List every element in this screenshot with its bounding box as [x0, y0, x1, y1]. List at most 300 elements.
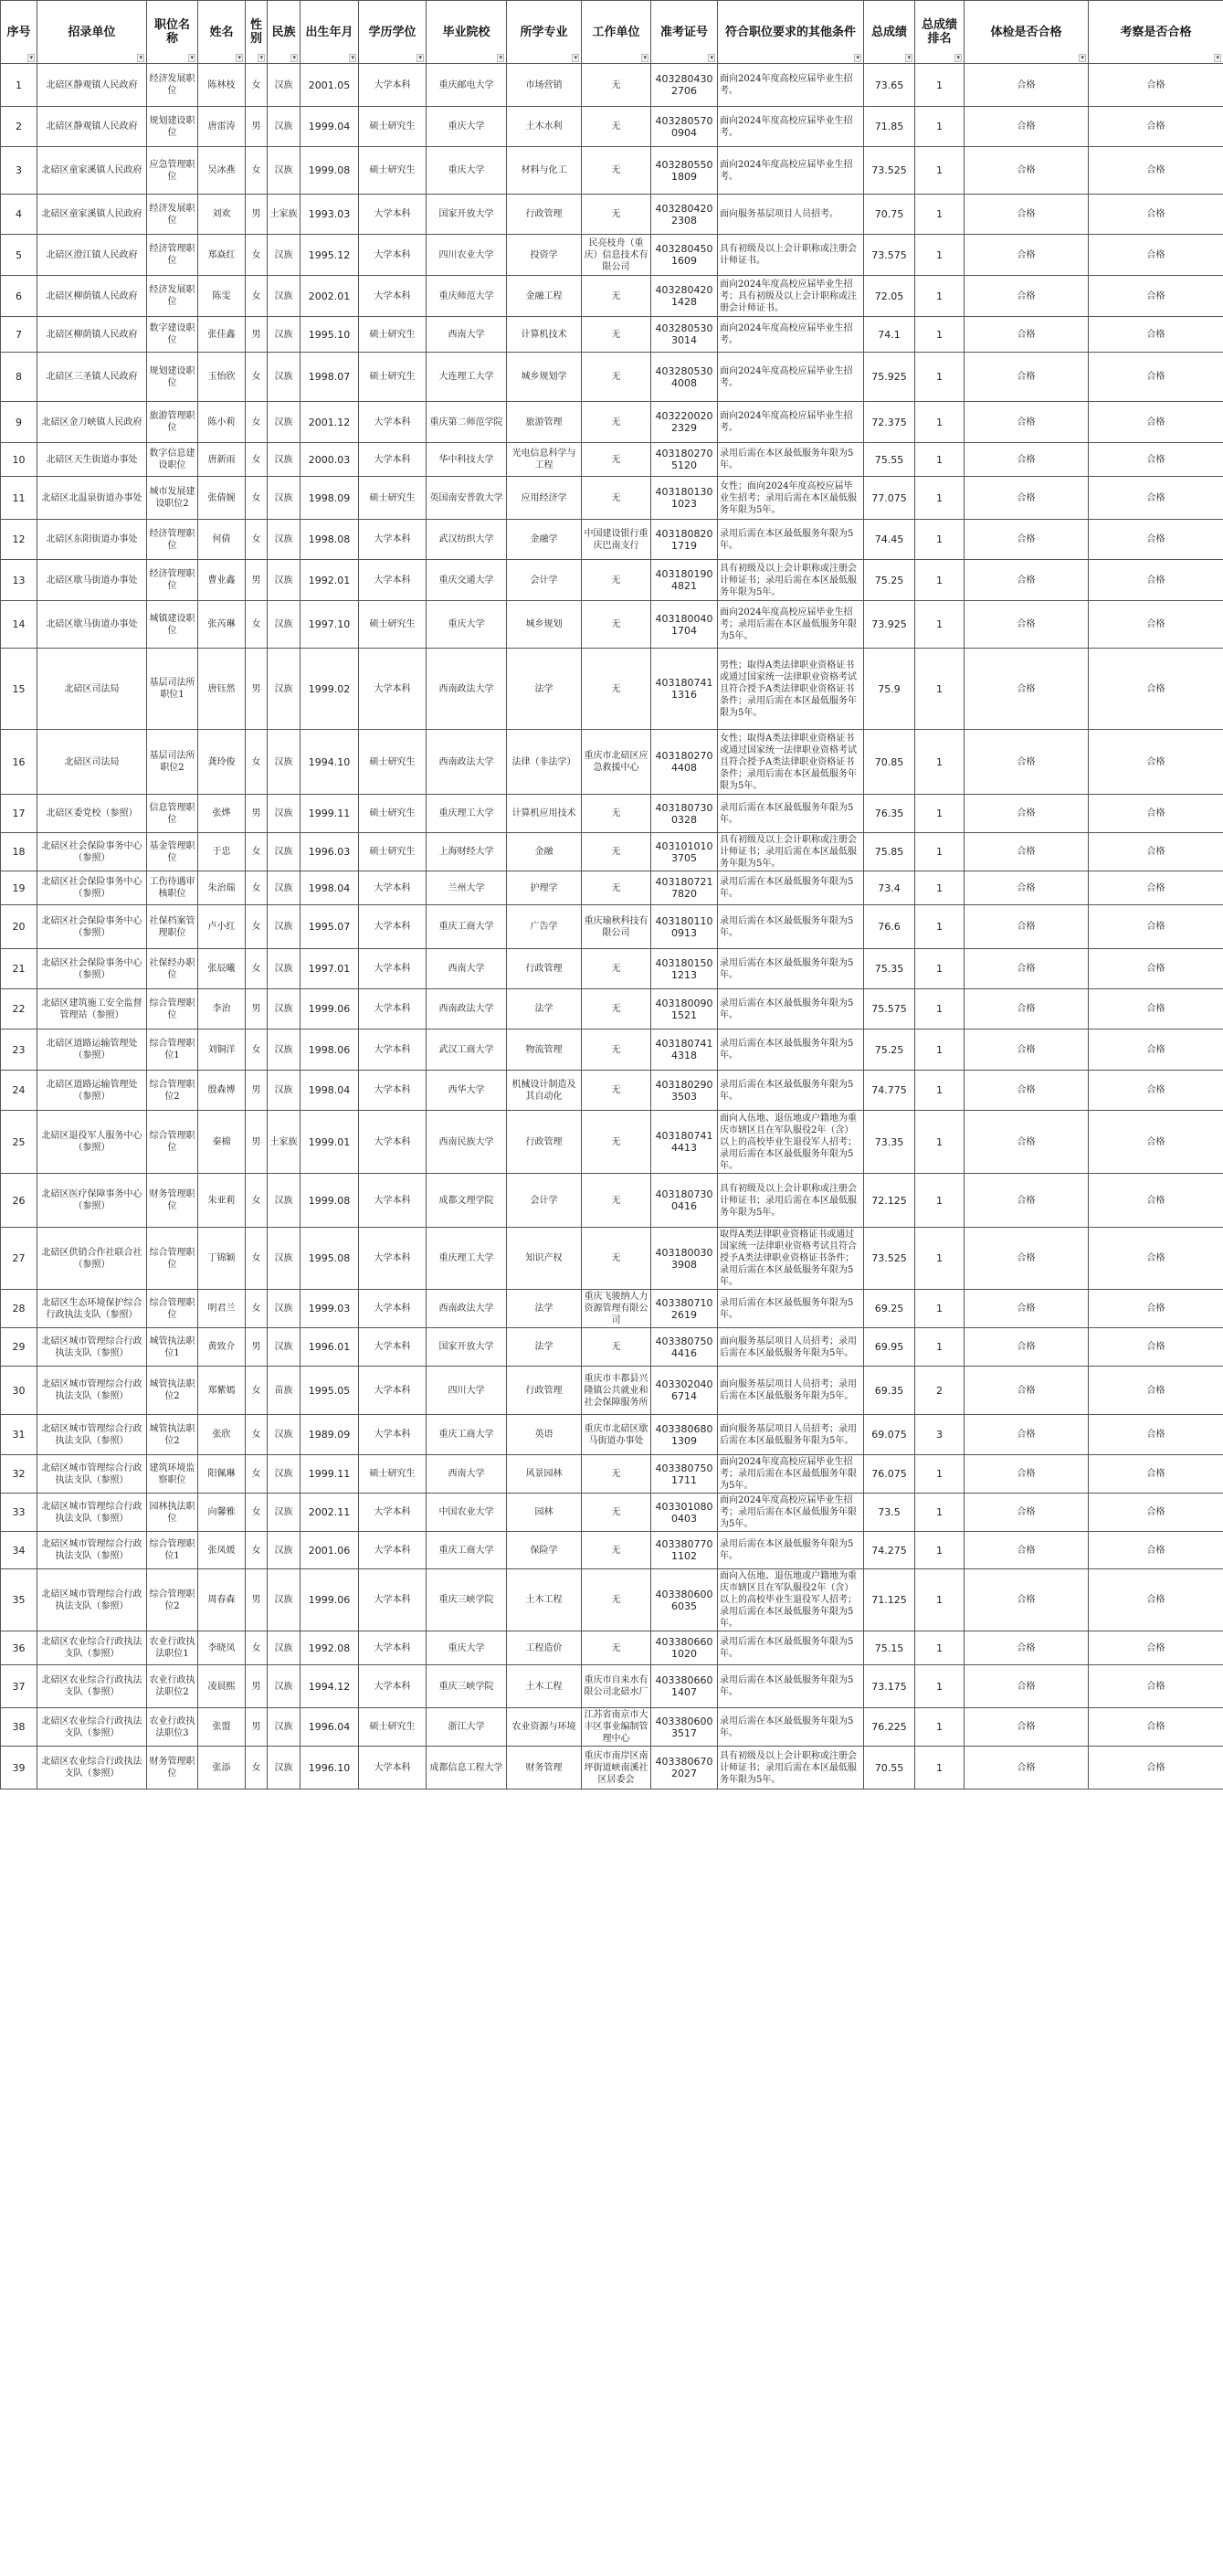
cell-rank: 1	[915, 601, 965, 649]
table-row	[1, 1494, 1223, 1532]
cell-rank: 1	[915, 1228, 965, 1290]
cell-name: 唐新雨	[198, 443, 246, 477]
cell-degree: 大学本科	[359, 1569, 427, 1631]
cell-post: 规划建设职位	[147, 107, 198, 147]
cell-rank: 1	[915, 730, 965, 795]
filter-dropdown-icon[interactable]: ▾	[418, 54, 422, 61]
cell-unit: 北碚区供销合作社联合社（参照）	[37, 1228, 147, 1290]
cell-ethnic: 汉族	[268, 905, 300, 949]
cell-degree: 大学本科	[359, 443, 427, 477]
filter-dropdown-icon[interactable]: ▾	[856, 54, 859, 61]
cell-physical: 合格	[965, 1415, 1089, 1455]
cell-unit: 北碚区静观镇人民政府	[37, 107, 147, 147]
cell-seq: 39	[1, 1747, 37, 1789]
cell-rank: 1	[915, 276, 965, 317]
header-row	[1, 1, 1223, 64]
cell-other: 面向2024年度高校应届毕业生招考。	[718, 402, 864, 443]
cell-employer: 无	[582, 795, 651, 833]
cell-score: 69.075	[864, 1415, 915, 1455]
cell-other: 录用后需在本区最低服务年限为5年。	[718, 1665, 864, 1708]
column-header-gender	[246, 1, 268, 64]
cell-employer: 无	[582, 1328, 651, 1367]
cell-inspection: 合格	[1089, 1494, 1223, 1532]
cell-gender: 女	[246, 730, 268, 795]
filter-dropdown-icon[interactable]: ▾	[237, 54, 241, 61]
cell-birth: 2001.12	[300, 402, 359, 443]
cell-inspection: 合格	[1089, 147, 1223, 195]
cell-rank: 1	[915, 1071, 965, 1111]
table-row	[1, 235, 1223, 276]
cell-name: 陈小莉	[198, 402, 246, 443]
column-header-major	[507, 1, 582, 64]
cell-employer: 重庆飞骏纳人力资源管理有限公司	[582, 1290, 651, 1328]
cell-employer: 无	[582, 989, 651, 1029]
cell-school: 英国南安普敦大学	[427, 477, 507, 520]
cell-seq: 26	[1, 1174, 37, 1228]
cell-birth: 1999.04	[300, 107, 359, 147]
cell-score: 75.9	[864, 649, 915, 730]
cell-physical: 合格	[965, 1290, 1089, 1328]
filter-dropdown-icon[interactable]: ▾	[574, 54, 577, 61]
cell-degree: 硕士研究生	[359, 477, 427, 520]
cell-physical: 合格	[965, 1174, 1089, 1228]
filter-dropdown-icon[interactable]: ▾	[1081, 54, 1084, 61]
cell-school: 西南民族大学	[427, 1111, 507, 1174]
cell-other: 录用后需在本区最低服务年限为5年。	[718, 1532, 864, 1569]
cell-degree: 硕士研究生	[359, 1708, 427, 1747]
cell-score: 69.95	[864, 1328, 915, 1367]
cell-degree: 大学本科	[359, 649, 427, 730]
cell-gender: 男	[246, 649, 268, 730]
cell-seq: 38	[1, 1708, 37, 1747]
cell-rank: 2	[915, 1367, 965, 1415]
cell-score: 75.925	[864, 353, 915, 402]
table-row	[1, 1029, 1223, 1071]
cell-inspection: 合格	[1089, 1111, 1223, 1174]
table-row	[1, 1415, 1223, 1455]
cell-degree: 硕士研究生	[359, 1455, 427, 1494]
cell-rank: 1	[915, 353, 965, 402]
cell-ticket: 4031807300416	[651, 1174, 718, 1228]
cell-inspection: 合格	[1089, 560, 1223, 601]
filter-dropdown-icon[interactable]: ▾	[499, 54, 502, 61]
cell-score: 69.35	[864, 1367, 915, 1415]
cell-gender: 女	[246, 402, 268, 443]
table-row	[1, 1174, 1223, 1228]
cell-other: 录用后需在本区最低服务年限为5年。	[718, 949, 864, 989]
cell-post: 旅游管理职位	[147, 402, 198, 443]
cell-school: 国家开放大学	[427, 195, 507, 235]
cell-gender: 男	[246, 1569, 268, 1631]
cell-gender: 女	[246, 905, 268, 949]
cell-score: 74.1	[864, 317, 915, 353]
cell-birth: 1999.08	[300, 1174, 359, 1228]
cell-employer: 无	[582, 443, 651, 477]
cell-name: 于忠	[198, 833, 246, 871]
filter-dropdown-icon[interactable]: ▾	[292, 54, 296, 61]
cell-physical: 合格	[965, 1569, 1089, 1631]
cell-post: 经济发展职位	[147, 276, 198, 317]
cell-physical: 合格	[965, 795, 1089, 833]
cell-rank: 1	[915, 477, 965, 520]
cell-school: 重庆大学	[427, 601, 507, 649]
cell-name: 玉怡欣	[198, 353, 246, 402]
cell-rank: 1	[915, 1174, 965, 1228]
cell-seq: 1	[1, 64, 37, 107]
column-header-label: 体检是否合格	[990, 25, 1062, 39]
cell-seq: 3	[1, 147, 37, 195]
filter-dropdown-icon[interactable]: ▾	[643, 54, 647, 61]
cell-gender: 男	[246, 107, 268, 147]
cell-other: 具有初级及以上会计职称或注册会计师证书；录用后需在本区最低服务年限为5年。	[718, 1174, 864, 1228]
cell-physical: 合格	[965, 1455, 1089, 1494]
cell-score: 75.25	[864, 1029, 915, 1071]
cell-post: 数字建设职位	[147, 317, 198, 353]
cell-birth: 1989.09	[300, 1415, 359, 1455]
filter-dropdown-icon[interactable]: ▾	[710, 54, 713, 61]
cell-ethnic: 汉族	[268, 107, 300, 147]
cell-gender: 女	[246, 1174, 268, 1228]
cell-rank: 1	[915, 871, 965, 905]
cell-degree: 大学本科	[359, 949, 427, 989]
cell-post: 经济管理职位	[147, 235, 198, 276]
cell-name: 陈雯	[198, 276, 246, 317]
cell-gender: 女	[246, 520, 268, 560]
cell-unit: 北碚区建筑施工安全监督管理站（参照）	[37, 989, 147, 1029]
cell-school: 重庆交通大学	[427, 560, 507, 601]
cell-physical: 合格	[965, 1111, 1089, 1174]
cell-post: 经济发展职位	[147, 64, 198, 107]
cell-major: 农业资源与环境	[507, 1708, 582, 1747]
filter-dropdown-icon[interactable]: ▾	[139, 54, 142, 61]
table-row	[1, 402, 1223, 443]
cell-school: 武汉纺织大学	[427, 520, 507, 560]
cell-major: 机械设计制造及其自动化	[507, 1071, 582, 1111]
cell-physical: 合格	[965, 64, 1089, 107]
cell-employer: 民亮枝舟（重庆）信息技术有限公司	[582, 235, 651, 276]
cell-score: 70.85	[864, 730, 915, 795]
cell-ticket: 4032805501809	[651, 147, 718, 195]
cell-seq: 32	[1, 1455, 37, 1494]
cell-unit: 北碚区社会保险事务中心（参照）	[37, 833, 147, 871]
cell-gender: 女	[246, 1029, 268, 1071]
cell-name: 张佳鑫	[198, 317, 246, 353]
cell-gender: 男	[246, 560, 268, 601]
cell-physical: 合格	[965, 235, 1089, 276]
cell-rank: 1	[915, 520, 965, 560]
cell-name: 张辰曦	[198, 949, 246, 989]
cell-inspection: 合格	[1089, 989, 1223, 1029]
cell-other: 录用后需在本区最低服务年限为5年。	[718, 443, 864, 477]
cell-score: 74.275	[864, 1532, 915, 1569]
cell-physical: 合格	[965, 147, 1089, 195]
cell-employer: 重庆市南岸区南坪街道峡南溪社区居委会	[582, 1747, 651, 1789]
cell-gender: 女	[246, 147, 268, 195]
cell-seq: 37	[1, 1665, 37, 1708]
cell-birth: 1994.10	[300, 730, 359, 795]
cell-inspection: 合格	[1089, 276, 1223, 317]
cell-physical: 合格	[965, 1367, 1089, 1415]
cell-employer: 无	[582, 601, 651, 649]
cell-score: 73.925	[864, 601, 915, 649]
cell-birth: 1995.12	[300, 235, 359, 276]
cell-inspection: 合格	[1089, 949, 1223, 989]
cell-ticket: 4031801904821	[651, 560, 718, 601]
cell-score: 73.4	[864, 871, 915, 905]
cell-name: 龚玲俊	[198, 730, 246, 795]
cell-ticket: 4031807300328	[651, 795, 718, 833]
cell-inspection: 合格	[1089, 402, 1223, 443]
cell-post: 经济管理职位	[147, 560, 198, 601]
column-header-label: 所学专业	[520, 25, 568, 39]
cell-degree: 硕士研究生	[359, 833, 427, 871]
cell-inspection: 合格	[1089, 649, 1223, 730]
cell-inspection: 合格	[1089, 477, 1223, 520]
column-header-label: 职位名称	[153, 18, 190, 46]
cell-seq: 6	[1, 276, 37, 317]
cell-score: 73.35	[864, 1111, 915, 1174]
cell-physical: 合格	[965, 1328, 1089, 1367]
column-header-label: 招录单位	[68, 25, 116, 39]
cell-name: 阳佩琳	[198, 1455, 246, 1494]
cell-name: 张凤媛	[198, 1532, 246, 1569]
cell-score: 73.525	[864, 147, 915, 195]
cell-rank: 1	[915, 1328, 965, 1367]
cell-ticket: 4033807701102	[651, 1532, 718, 1569]
cell-ethnic: 汉族	[268, 520, 300, 560]
cell-employer: 无	[582, 64, 651, 107]
cell-employer: 无	[582, 1071, 651, 1111]
cell-inspection: 合格	[1089, 833, 1223, 871]
cell-ethnic: 汉族	[268, 1631, 300, 1665]
cell-unit: 北碚区社会保险事务中心（参照）	[37, 871, 147, 905]
cell-score: 73.525	[864, 1228, 915, 1290]
cell-inspection: 合格	[1089, 1367, 1223, 1415]
cell-post: 规划建设职位	[147, 353, 198, 402]
cell-ticket: 4032804302706	[651, 64, 718, 107]
cell-degree: 大学本科	[359, 64, 427, 107]
cell-physical: 合格	[965, 949, 1089, 989]
cell-major: 英语	[507, 1415, 582, 1455]
table-row	[1, 833, 1223, 871]
cell-major: 财务管理	[507, 1747, 582, 1789]
cell-other: 录用后需在本区最低服务年限为5年。	[718, 1708, 864, 1747]
cell-birth: 1994.12	[300, 1665, 359, 1708]
cell-name: 何倩	[198, 520, 246, 560]
cell-inspection: 合格	[1089, 353, 1223, 402]
column-header-physical	[965, 1, 1089, 64]
cell-ticket: 4033806601020	[651, 1631, 718, 1665]
cell-inspection: 合格	[1089, 1071, 1223, 1111]
cell-major: 会计学	[507, 560, 582, 601]
cell-gender: 男	[246, 317, 268, 353]
column-header-ticket	[651, 1, 718, 64]
cell-gender: 男	[246, 195, 268, 235]
cell-employer: 无	[582, 477, 651, 520]
cell-gender: 女	[246, 276, 268, 317]
cell-birth: 1999.03	[300, 1290, 359, 1328]
cell-major: 金融学	[507, 520, 582, 560]
cell-gender: 女	[246, 1415, 268, 1455]
cell-unit: 北碚区医疗保障事务中心（参照）	[37, 1174, 147, 1228]
cell-rank: 1	[915, 443, 965, 477]
cell-other: 面向2024年度高校应届毕业生招考。	[718, 317, 864, 353]
cell-score: 70.75	[864, 195, 915, 235]
cell-gender: 女	[246, 1455, 268, 1494]
cell-school: 兰州大学	[427, 871, 507, 905]
cell-school: 重庆三峡学院	[427, 1665, 507, 1708]
cell-birth: 1992.01	[300, 560, 359, 601]
cell-school: 四川大学	[427, 1367, 507, 1415]
cell-post: 城管执法职位1	[147, 1328, 198, 1367]
cell-employer: 无	[582, 560, 651, 601]
cell-ticket: 4031800901521	[651, 989, 718, 1029]
cell-ethnic: 汉族	[268, 1071, 300, 1111]
cell-employer: 无	[582, 1111, 651, 1174]
cell-degree: 大学本科	[359, 520, 427, 560]
cell-inspection: 合格	[1089, 1455, 1223, 1494]
cell-school: 重庆大学	[427, 1631, 507, 1665]
cell-school: 浙江大学	[427, 1708, 507, 1747]
cell-employer: 中国建设银行重庆巴南支行	[582, 520, 651, 560]
cell-ticket: 4031800303908	[651, 1228, 718, 1290]
filter-dropdown-icon[interactable]: ▾	[29, 54, 33, 61]
cell-seq: 34	[1, 1532, 37, 1569]
table-row	[1, 649, 1223, 730]
cell-other: 面向2024年度高校应届毕业生招考；录用后需在本区最低服务年限为5年。	[718, 601, 864, 649]
filter-dropdown-icon[interactable]: ▾	[351, 54, 354, 61]
table-row	[1, 443, 1223, 477]
cell-employer: 无	[582, 107, 651, 147]
filter-dropdown-icon[interactable]: ▾	[1216, 54, 1219, 61]
cell-inspection: 合格	[1089, 1708, 1223, 1747]
table-row	[1, 1665, 1223, 1708]
cell-seq: 22	[1, 989, 37, 1029]
column-header-unit	[37, 1, 147, 64]
table-row	[1, 317, 1223, 353]
cell-post: 综合管理职位1	[147, 1532, 198, 1569]
cell-ticket: 4031010103705	[651, 833, 718, 871]
cell-post: 城管执法职位2	[147, 1415, 198, 1455]
cell-score: 70.55	[864, 1747, 915, 1789]
cell-post: 财务管理职位	[147, 1747, 198, 1789]
cell-seq: 4	[1, 195, 37, 235]
cell-birth: 1993.03	[300, 195, 359, 235]
filter-dropdown-icon[interactable]: ▾	[956, 54, 960, 61]
table-row	[1, 989, 1223, 1029]
cell-physical: 合格	[965, 107, 1089, 147]
cell-other: 面向2024年度高校应届毕业生招考。	[718, 107, 864, 147]
cell-employer: 无	[582, 1569, 651, 1631]
cell-birth: 1999.11	[300, 1455, 359, 1494]
cell-major: 投资学	[507, 235, 582, 276]
cell-other: 录用后需在本区最低服务年限为5年。	[718, 1631, 864, 1665]
cell-major: 行政管理	[507, 949, 582, 989]
table-row	[1, 1228, 1223, 1290]
cell-degree: 大学本科	[359, 1174, 427, 1228]
cell-other: 面向2024年度高校应届毕业生招考。	[718, 64, 864, 107]
cell-name: 李治	[198, 989, 246, 1029]
cell-ticket: 4031802704408	[651, 730, 718, 795]
cell-ethnic: 汉族	[268, 1290, 300, 1328]
cell-birth: 1998.09	[300, 477, 359, 520]
cell-employer: 重庆市北碚区应急救援中心	[582, 730, 651, 795]
cell-unit: 北碚区歇马街道办事处	[37, 560, 147, 601]
cell-score: 73.5	[864, 1494, 915, 1532]
cell-ethnic: 汉族	[268, 235, 300, 276]
cell-school: 西南政法大学	[427, 989, 507, 1029]
column-header-label: 符合职位要求的其他条件	[724, 25, 856, 39]
cell-ethnic: 汉族	[268, 1228, 300, 1290]
cell-school: 西南政法大学	[427, 1290, 507, 1328]
cell-seq: 25	[1, 1111, 37, 1174]
cell-seq: 9	[1, 402, 37, 443]
cell-major: 行政管理	[507, 1111, 582, 1174]
cell-school: 大连理工大学	[427, 353, 507, 402]
cell-post: 园林执法职位	[147, 1494, 198, 1532]
cell-post: 农业行政执法职位2	[147, 1665, 198, 1708]
cell-unit: 北碚区城市管理综合行政执法支队（参照）	[37, 1494, 147, 1532]
cell-school: 重庆邮电大学	[427, 64, 507, 107]
cell-unit: 北碚区社会保险事务中心（参照）	[37, 949, 147, 989]
table-row	[1, 1290, 1223, 1328]
cell-inspection: 合格	[1089, 1228, 1223, 1290]
cell-major: 行政管理	[507, 195, 582, 235]
cell-physical: 合格	[965, 1029, 1089, 1071]
cell-degree: 硕士研究生	[359, 730, 427, 795]
cell-major: 广告学	[507, 905, 582, 949]
cell-seq: 19	[1, 871, 37, 905]
cell-birth: 1998.07	[300, 353, 359, 402]
cell-major: 旅游管理	[507, 402, 582, 443]
cell-name: 向馨雅	[198, 1494, 246, 1532]
cell-employer: 无	[582, 1494, 651, 1532]
cell-ticket: 4032200202329	[651, 402, 718, 443]
cell-rank: 1	[915, 147, 965, 195]
cell-score: 75.15	[864, 1631, 915, 1665]
cell-seq: 16	[1, 730, 37, 795]
cell-major: 法学	[507, 1328, 582, 1367]
cell-score: 76.225	[864, 1708, 915, 1747]
cell-ticket: 4031807414318	[651, 1029, 718, 1071]
cell-ticket: 4031807414413	[651, 1111, 718, 1174]
cell-gender: 女	[246, 1367, 268, 1415]
cell-post: 综合管理职位	[147, 1228, 198, 1290]
cell-ethnic: 土家族	[268, 195, 300, 235]
cell-post: 综合管理职位	[147, 989, 198, 1029]
cell-other: 面向2024年度高校应届毕业生招考。	[718, 353, 864, 402]
cell-employer: 无	[582, 1029, 651, 1071]
cell-physical: 合格	[965, 1631, 1089, 1665]
cell-seq: 10	[1, 443, 37, 477]
filter-dropdown-icon[interactable]: ▾	[259, 54, 263, 61]
cell-name: 殷森博	[198, 1071, 246, 1111]
cell-school: 重庆大学	[427, 147, 507, 195]
filter-dropdown-icon[interactable]: ▾	[907, 54, 911, 61]
cell-seq: 35	[1, 1569, 37, 1631]
cell-gender: 男	[246, 1111, 268, 1174]
cell-major: 知识产权	[507, 1228, 582, 1290]
cell-ethnic: 汉族	[268, 1029, 300, 1071]
column-header-label: 工作单位	[592, 25, 640, 39]
filter-dropdown-icon[interactable]: ▾	[190, 54, 194, 61]
cell-major: 土木水利	[507, 107, 582, 147]
cell-post: 农业行政执法职位3	[147, 1708, 198, 1747]
cell-unit: 北碚区歇马街道办事处	[37, 601, 147, 649]
cell-inspection: 合格	[1089, 1532, 1223, 1569]
cell-seq: 23	[1, 1029, 37, 1071]
cell-birth: 1996.04	[300, 1708, 359, 1747]
